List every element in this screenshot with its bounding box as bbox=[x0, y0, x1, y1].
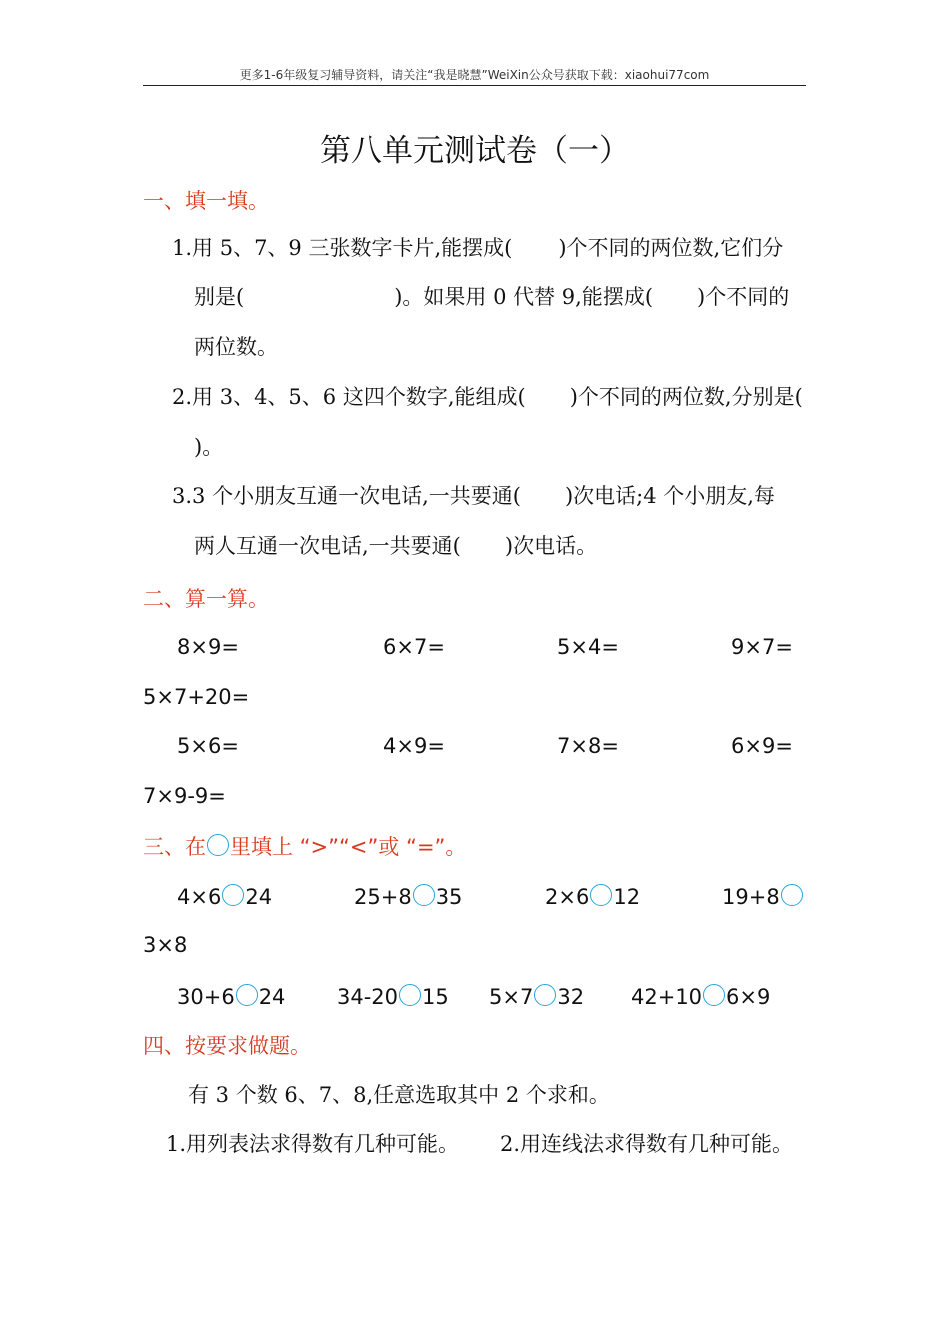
compare-circle-blank[interactable] bbox=[222, 884, 244, 906]
compare-left: 4×6 bbox=[177, 885, 222, 909]
compare-item bbox=[337, 982, 449, 1012]
compare-right: 32 bbox=[557, 985, 585, 1009]
compare-right: 6×9 bbox=[726, 985, 771, 1009]
calc-item: 5×7+20= bbox=[143, 685, 250, 709]
section-4-question-1: 1.用列表法求得数有几种可能。 bbox=[166, 1132, 460, 1156]
calc-item: 4×9= bbox=[383, 734, 445, 758]
question-2-line-1 bbox=[172, 382, 803, 412]
compare-circle-blank[interactable] bbox=[399, 984, 421, 1006]
q1-text-d: )。如果用 0 代替 9,能摆成( bbox=[394, 285, 654, 309]
q1-text-a: 1.用 5、7、9 三张数字卡片,能摆成( bbox=[172, 236, 513, 260]
q3-text-c: 两人互通一次电话,一共要通( bbox=[194, 534, 461, 558]
compare-left: 30+6 bbox=[177, 985, 235, 1009]
compare-right: 12 bbox=[613, 885, 641, 909]
compare-item bbox=[631, 982, 770, 1012]
compare-left: 34-20 bbox=[337, 985, 399, 1009]
compare-item bbox=[489, 982, 584, 1012]
calc-item: 8×9= bbox=[177, 635, 239, 659]
calc-item: 6×9= bbox=[731, 734, 793, 758]
section-2-heading: 二、算一算。 bbox=[143, 587, 269, 611]
compare-item bbox=[177, 882, 272, 912]
compare-item bbox=[354, 882, 462, 912]
q1-text-c: 别是( bbox=[194, 285, 245, 309]
compare-item bbox=[545, 882, 640, 912]
section-4-question-2: 2.用连线法求得数有几种可能。 bbox=[500, 1132, 794, 1156]
q3-text-d: )次电话。 bbox=[504, 534, 598, 558]
compare-left: 5×7 bbox=[489, 985, 534, 1009]
calc-item: 7×9-9= bbox=[143, 784, 226, 808]
calc-item: 6×7= bbox=[383, 635, 445, 659]
section-1-heading: 一、填一填。 bbox=[143, 189, 269, 213]
compare-circle-blank[interactable] bbox=[413, 884, 435, 906]
compare-left: 25+8 bbox=[354, 885, 412, 909]
compare-circle-blank[interactable] bbox=[236, 984, 258, 1006]
q1-text-e: )个不同的 bbox=[697, 285, 790, 309]
compare-right: 24 bbox=[258, 985, 286, 1009]
compare-left: 2×6 bbox=[545, 885, 590, 909]
calc-item: 5×4= bbox=[557, 635, 619, 659]
circle-blank-icon bbox=[207, 834, 229, 856]
calc-item: 7×8= bbox=[557, 734, 619, 758]
compare-right: 35 bbox=[435, 885, 463, 909]
compare-right: 15 bbox=[422, 985, 449, 1009]
question-3-line-1 bbox=[172, 481, 775, 511]
compare-left: 19+8 bbox=[722, 885, 780, 909]
q2-text-b: )个不同的两位数,分别是( bbox=[569, 385, 803, 409]
section-4-heading: 四、按要求做题。 bbox=[143, 1034, 311, 1058]
section-3-heading-b: 里填上 “>”“<”或 “=”。 bbox=[230, 835, 467, 859]
q3-text-b: )次电话;4 个小朋友,每 bbox=[564, 484, 775, 508]
question-1-line-3: 两位数。 bbox=[194, 335, 278, 359]
section-3-heading-a: 三、在 bbox=[143, 835, 206, 859]
compare-wrap-text: 3×8 bbox=[143, 933, 188, 957]
question-1-line-2 bbox=[194, 282, 789, 312]
page-header-note: 更多1-6年级复习辅导资料，请关注“我是晓慧”WeiXin公众号获取下载：xiaohui77com bbox=[239, 68, 710, 82]
header-divider bbox=[143, 85, 806, 86]
page-title: 第八单元测试卷（一） bbox=[320, 133, 630, 169]
compare-left: 42+10 bbox=[631, 985, 703, 1009]
compare-item bbox=[722, 882, 804, 912]
q2-text-a: 2.用 3、4、5、6 这四个数字,能组成( bbox=[172, 385, 526, 409]
section-3-heading bbox=[143, 832, 466, 862]
compare-circle-blank[interactable] bbox=[781, 884, 803, 906]
calc-item: 9×7= bbox=[731, 635, 793, 659]
q1-text-b: )个不同的两位数,它们分 bbox=[558, 236, 784, 260]
compare-right: 24 bbox=[245, 885, 273, 909]
q3-text-a: 3.3 个小朋友互通一次电话,一共要通( bbox=[172, 484, 521, 508]
compare-circle-blank[interactable] bbox=[703, 984, 725, 1006]
question-1-line-1 bbox=[172, 233, 783, 263]
question-2-line-2: )。 bbox=[194, 435, 224, 459]
question-3-line-2 bbox=[194, 531, 597, 561]
section-4-intro: 有 3 个数 6、7、8,任意选取其中 2 个求和。 bbox=[188, 1083, 610, 1107]
compare-item bbox=[177, 982, 285, 1012]
calc-item: 5×6= bbox=[177, 734, 239, 758]
compare-circle-blank[interactable] bbox=[590, 884, 612, 906]
compare-circle-blank[interactable] bbox=[534, 984, 556, 1006]
